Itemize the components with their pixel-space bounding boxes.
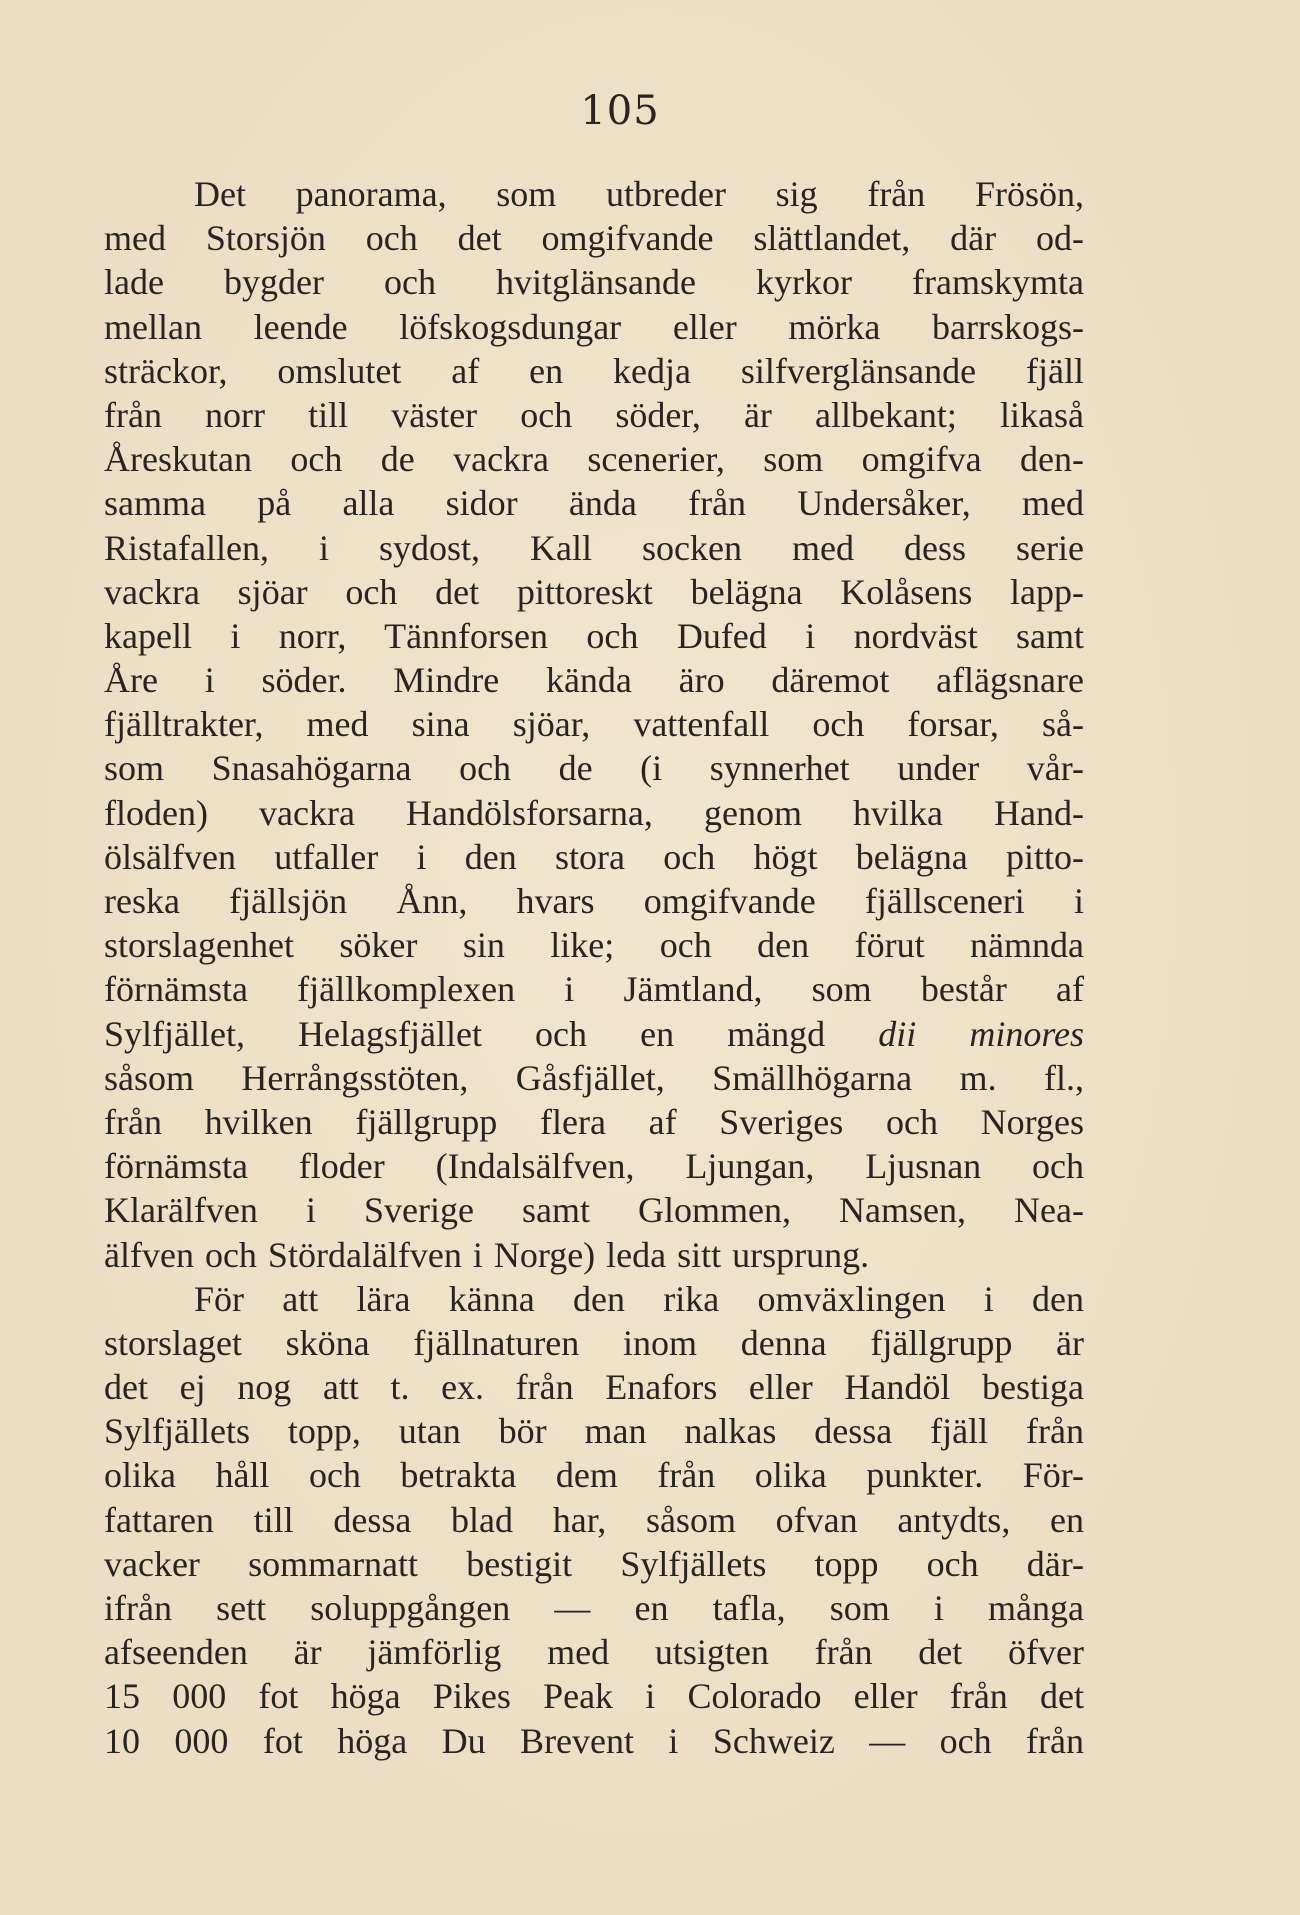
text-line-content: från norr till väster och söder, är allbekant; likaså [104,394,1084,435]
text-line [104,305,1084,349]
text-line-content: sträckor, omslutet af en kedja silfverglänsande fjäll [104,350,1084,391]
text-line [104,1409,1084,1453]
text-line-content: Klarälfven i Sverige samt Glommen, Namsen, Nea- [104,1190,1084,1231]
text-line-content: fattaren till dessa blad har, såsom ofvan antydts, en [104,1499,1084,1540]
text-line-content: såsom Herrångsstöten, Gåsfjället, Smällhögarna m. fl., [104,1057,1084,1098]
text-line-content: med Storsjön och det omgifvande slättlandet, där od- [104,218,1084,259]
text-line-content: lade bygder och hvitglänsande kyrkor framskymta [104,262,1084,303]
text-line [104,1188,1084,1232]
text-line [104,791,1084,835]
text-line [104,1144,1084,1188]
text-line [104,1719,1084,1763]
text-line [104,393,1084,437]
body-text [104,172,1084,1763]
text-line-content: vackra sjöar och det pittoreskt belägna Kolåsens lapp- [104,571,1084,612]
text-line [104,1674,1084,1718]
text-line-content: floden) vackra Handölsforsarna, genom hvilka Hand- [104,792,1084,833]
text-line [104,1453,1084,1497]
text-line [104,1586,1084,1630]
text-line-content: från hvilken fjällgrupp flera af Sveriges och Norges [104,1101,1084,1142]
text-line [104,967,1084,1011]
text-line [104,1056,1084,1100]
text-line-content: 10 000 fot höga Du Brevent i Schweiz — och från [104,1720,1084,1761]
text-line [104,526,1084,570]
text-line-content: olika håll och betrakta dem från olika punkter. För- [104,1455,1084,1496]
text-line [104,437,1084,481]
text-line [104,702,1084,746]
text-line-content: det ej nog att t. ex. från Enafors eller Handöl bestiga [104,1367,1084,1408]
text-line-content: Sylfjället, Helagsfjället och en mängd [104,1013,879,1054]
text-line-content: som Snasahögarna och de (i synnerhet under vår- [104,748,1084,789]
text-line [104,1100,1084,1144]
text-line-content: Åreskutan och de vackra scenerier, som omgifva den- [104,439,1084,480]
text-line-content: fjälltrakter, med sina sjöar, vattenfall och forsar, så- [104,704,1084,745]
text-line [104,1630,1084,1674]
text-line [104,260,1084,304]
text-line [104,1498,1084,1542]
text-line-content: ifrån sett soluppgången — en tafla, som i många [104,1588,1084,1628]
text-line [104,1277,1084,1321]
text-line [104,570,1084,614]
page-number: 105 [580,88,660,134]
text-line [104,216,1084,260]
text-line-content: reska fjällsjön Ånn, hvars omgifvande fjällsceneri i [104,881,1084,921]
text-line-content: älfven och Stördalälfven i Norge) leda sitt ursprung. [104,1234,870,1275]
text-line [104,658,1084,702]
text-line [104,172,1084,216]
text-line-content: ölsälfven utfaller i den stora och högt belägna pitto- [104,836,1084,877]
text-line [104,835,1084,879]
text-line-content: 15 000 fot höga Pikes Peak i Colorado eller från det [104,1676,1084,1717]
text-line-content: För att lära känna den rika omväxlingen i den [194,1278,1084,1319]
text-line-content: storslagenhet söker sin like; och den förut nämnda [104,925,1084,966]
text-line-content: förnämsta floder (Indalsälfven, Ljungan, Ljusnan och [104,1146,1084,1187]
text-line [104,1233,1084,1277]
text-line [104,481,1084,525]
text-line-content: afseenden är jämförlig med utsigten från det öfver [104,1632,1084,1673]
text-line [104,879,1084,923]
text-line-content: storslaget sköna fjällnaturen inom denna fjällgrupp är [104,1322,1084,1363]
text-line-content: vacker sommarnatt bestigit Sylfjällets topp och där- [104,1543,1084,1584]
text-line-content: Ristafallen, i sydost, Kall socken med dess serie [104,527,1084,568]
text-line-content: mellan leende löfskogsdungar eller mörka barrskogs- [104,306,1084,347]
text-line-content: förnämsta fjällkomplexen i Jämtland, som består af [104,969,1084,1010]
text-line [104,1542,1084,1586]
text-line [104,746,1084,790]
text-line [104,1365,1084,1409]
text-line-content: Det panorama, som utbreder sig från Frösön, [194,174,1084,214]
text-line [104,923,1084,967]
text-line-content: samma på alla sidor ända från Undersåker, med [104,483,1084,524]
text-line [104,614,1084,658]
text-line-content: kapell i norr, Tännforsen och Dufed i nordväst samt [104,615,1084,656]
text-line-content: Sylfjällets topp, utan bör man nalkas dessa fjäll från [104,1411,1084,1452]
italic-phrase: dii minores [878,1013,1084,1054]
text-line [104,1321,1084,1365]
text-line-content: Åre i söder. Mindre kända äro däremot aflägsnare [104,660,1084,701]
text-line [104,1012,1084,1056]
text-line [104,349,1084,393]
